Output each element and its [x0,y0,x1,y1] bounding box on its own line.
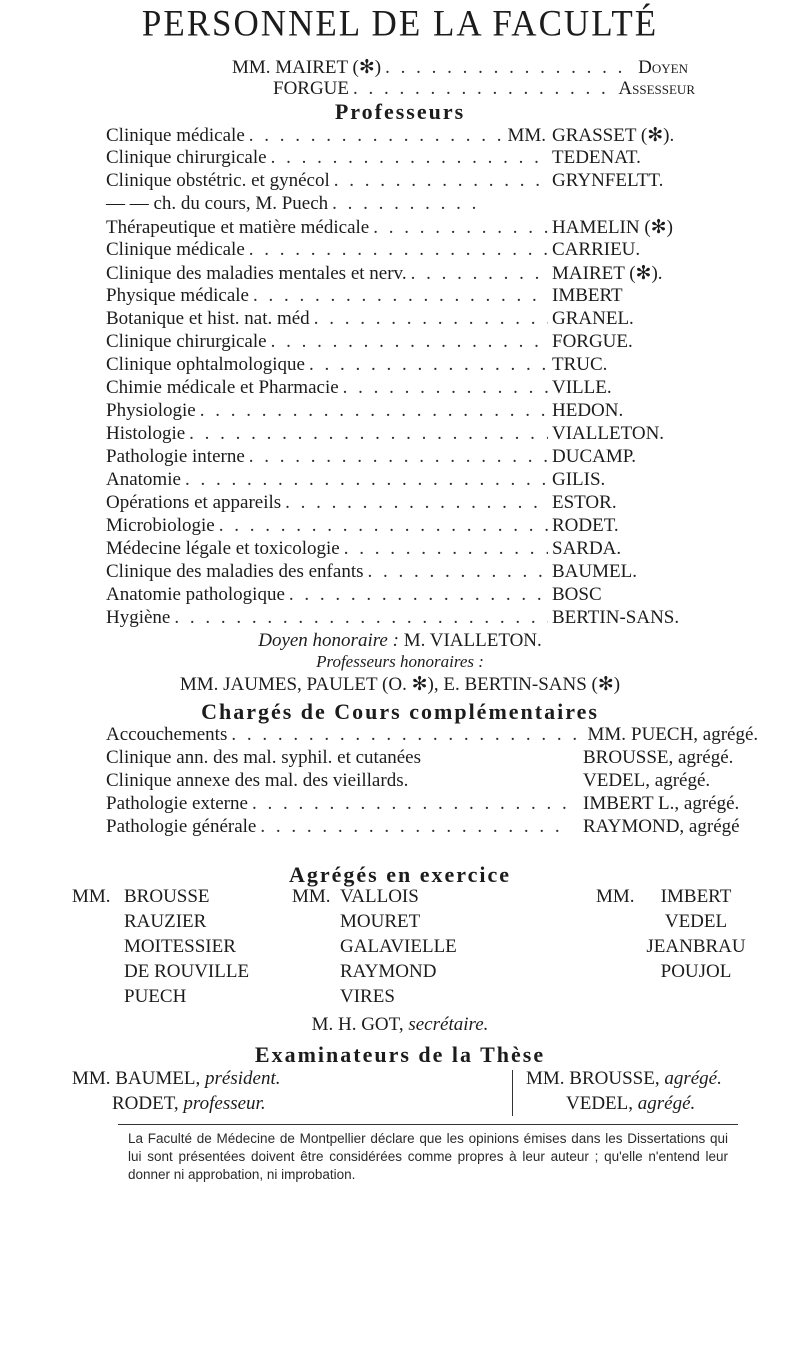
examiner [72,1091,280,1116]
secretary-role: secrétaire. [408,1014,489,1035]
agrege-name: VALLOIS [340,886,419,907]
examiner-name: MM. BROUSSE, [526,1068,660,1089]
chair-label: Microbiologie [106,515,215,536]
honorary-dean [0,630,800,652]
professor-row [106,561,718,583]
professor-row [106,331,718,353]
professors-heading: Professeurs [334,99,466,124]
course-label: Pathologie externe [106,793,248,814]
chair-label: Clinique des maladies mentales et nerv. [106,263,407,284]
professor-row [106,216,718,239]
professor-row [106,469,718,491]
agreges-mm-label: MM. [596,886,635,907]
chair-label: Anatomie [106,469,181,490]
officer-row-dean [232,56,688,79]
professor-row [106,538,718,560]
officer-name: FORGUE [273,78,350,99]
leader-dots [253,285,548,307]
professor-name: FORGUE. [552,331,633,352]
leader-dots [271,331,548,353]
chair-label: Clinique médicale [106,125,245,146]
professor-row [106,262,718,285]
professor-row [106,354,718,376]
chair-label: Hygiène [106,607,171,628]
agrege-name: VIRES [340,986,395,1007]
agrege-name: JEANBRAU [646,936,746,957]
professor-row [106,515,718,537]
leader-dots [314,308,548,330]
professor-name: IMBERT [552,285,623,306]
leader-dots [411,263,548,285]
examiner-role: agrégé. [637,1093,696,1114]
professor-row [106,170,718,192]
examiners-separator [512,1070,513,1116]
professor-row [106,400,718,422]
course-lecturer: IMBERT L., agrégé. [583,793,740,814]
examiner [72,1066,280,1091]
chair-label: — — ch. du cours, M. Puech [106,193,329,214]
professor-row [106,492,718,514]
professor-name: RODET. [552,515,619,536]
agrege-name: MOURET [340,911,421,932]
leader-dots [373,217,548,239]
honorary-profs-names: MM. JAUMES, PAULET (O. ✻), E. BERTIN-SANS (✻) [179,674,621,695]
honorary-profs-label: Professeurs honoraires : [316,652,484,671]
professor-row [106,308,718,330]
professor-name: BOSC [552,584,602,605]
leader-dots [353,78,614,100]
leader-dots [189,423,548,445]
examiner-role: agrégé. [664,1068,722,1089]
course-lecturer: PUECH, agrégé. [631,724,759,745]
course-row [106,793,574,815]
professor-name: SARDA. [552,538,622,559]
course-lecturer: RAYMOND, agrégé [583,816,740,837]
agrege-name: RAUZIER [124,911,207,932]
examiner-role: président. [205,1068,281,1089]
course-label: Accouchements [106,724,228,745]
course-label: Clinique annexe des mal. des vieillards. [106,770,409,791]
leader-dots [285,492,548,514]
professor-row [106,285,718,307]
leader-dots [289,584,548,606]
examiner [526,1066,722,1091]
professor-name: HAMELIN (✻) [552,217,673,238]
chair-label: Clinique obstétric. et gynécol [106,170,330,191]
professor-row [106,446,718,468]
agrege-name: MOITESSIER [124,936,236,957]
agrege-name: IMBERT [660,886,732,907]
examiners-right [526,1066,722,1116]
chair-label: Chimie médicale et Pharmacie [106,377,339,398]
agreges-mm-label: MM. [292,886,331,907]
professor-name: VIALLETON. [552,423,665,444]
course-row [106,724,626,746]
leader-dots [174,607,548,629]
leader-dots [249,239,548,261]
mm-label: MM. [587,724,626,745]
leader-dots [249,125,504,147]
agreges-column-2 [340,884,457,1009]
professor-name: ESTOR. [552,492,617,513]
agreges-mm-label: MM. [72,886,111,907]
professor-row [106,377,718,399]
agrege-name: GALAVIELLE [340,936,457,957]
professor-row [106,239,718,261]
professor-name: CARRIEU. [552,239,641,260]
leader-dots [332,193,484,215]
professor-name: HEDON. [552,400,624,421]
honorary-dean-name: M. VIALLETON. [403,630,542,651]
professor-name: GRANEL. [552,308,634,329]
professor-row [106,607,718,629]
examiner-role: professeur. [183,1093,266,1114]
leader-dots [334,170,548,192]
leader-dots [219,515,548,537]
leader-dots [368,561,549,583]
leader-dots [271,147,548,169]
leader-dots [185,469,548,491]
professor-row [106,124,718,147]
professor-name: BERTIN-SANS. [552,607,680,628]
professor-row [106,147,718,169]
examiner-name: RODET, [112,1093,179,1114]
chair-label: Clinique chirurgicale [106,147,267,168]
agrege-name: DE ROUVILLE [124,961,250,982]
course-lecturer: BROUSSE, agrégé. [583,747,734,768]
leader-dots [309,354,548,376]
chair-label: Thérapeutique et matière médicale [106,217,370,238]
officer-role: Assesseur [618,78,695,99]
mm-label: MM. [507,125,546,146]
chair-label: Anatomie pathologique [106,584,285,605]
examiners-heading: Examinateurs de la Thèse [254,1042,546,1067]
course-row [106,770,606,792]
agrege-name: VEDEL [664,911,728,932]
chair-label: Physique médicale [106,285,249,306]
examiner-name: VEDEL, [566,1093,634,1114]
chair-label: Médecine légale et toxicologie [106,538,340,559]
chair-label: Clinique des maladies des enfants [106,561,364,582]
agrege-name: POUJOL [660,961,732,982]
agreges-column-3 [646,884,746,984]
professor-name: BAUMEL. [552,561,637,582]
professor-row [106,193,488,215]
leader-dots [385,57,634,79]
professor-row [106,584,718,606]
leader-dots [344,538,548,560]
honorary-dean-label: Doyen honoraire : [258,630,399,651]
chair-label: Physiologie [106,400,196,421]
course-label: Clinique ann. des mal. syphil. et cutanées [106,747,422,768]
course-label: Pathologie générale [106,816,257,837]
secretary-name: M. H. GOT, [311,1014,404,1035]
agrege-name: BROUSSE [124,886,210,907]
chair-label: Clinique chirurgicale [106,331,267,352]
complementary-heading: Chargés de Cours complémentaires [201,699,599,724]
professor-row [106,423,718,445]
professor-name: GRYNFELTT. [552,170,664,191]
secretary-line [0,1014,800,1036]
chair-label: Botanique et hist. nat. méd [106,308,310,329]
examiners-left [72,1066,280,1116]
leader-dots [200,400,548,422]
professor-name: DUCAMP. [552,446,636,467]
agrege-name: PUECH [124,986,187,1007]
professor-name: MAIRET (✻). [552,263,663,284]
professor-name: VILLE. [552,377,612,398]
chair-label: Clinique ophtalmologique [106,354,305,375]
course-row [106,747,606,769]
leader-dots [231,724,583,746]
footer-rule [118,1124,738,1125]
page-title: PERSONNEL DE LA FACULTÉ [141,3,659,44]
professor-name: GRASSET (✻). [552,125,675,146]
chair-label: Pathologie interne [106,446,245,467]
course-lecturer: VEDEL, agrégé. [583,770,711,791]
officer-name: MM. MAIRET (✻) [232,57,382,78]
agreges-column-1 [124,884,249,1009]
leader-dots [260,816,570,838]
chair-label: Clinique médicale [106,239,245,260]
officer-role: Doyen [638,57,688,78]
chair-label: Histologie [106,423,186,444]
leader-dots [343,377,548,399]
agrege-name: RAYMOND [340,961,437,982]
officer-row-assessor [273,78,695,100]
leader-dots [249,446,548,468]
agreges-heading: Agrégés en exercice [288,862,512,887]
examiner-name: MM. BAUMEL, [72,1068,201,1089]
leader-dots [252,793,570,815]
professor-name: GILIS. [552,469,606,490]
chair-label: Opérations et appareils [106,492,282,513]
examiner [526,1091,722,1116]
professor-name: TRUC. [552,354,608,375]
disclaimer-note: La Faculté de Médecine de Montpellier déclare que les opinions émises dans les Dissertations qui lui sont présentées doivent être considérées comme propres à leur auteur ; qu'elle n'entend leur donner ni approbation, ni improbation. [128,1131,728,1182]
professor-name: TEDENAT. [552,147,641,168]
course-row [106,816,574,838]
